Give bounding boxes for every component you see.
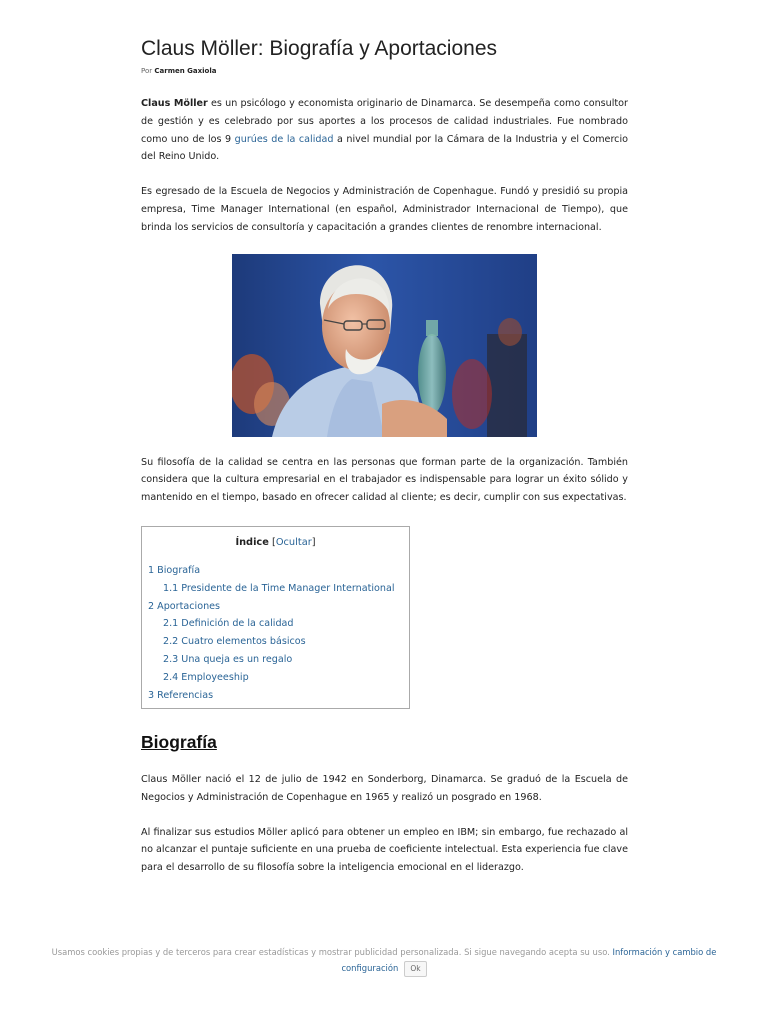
intro-paragraph-2: Es egresado de la Escuela de Negocios y Administración de Copenhague. Fundó y presidió su propia empresa, Time Manager International (en español, Administrador Internacional de Tiempo), que brinda los servicios de consultoría y capacitación a grandes clientes de renombre internacional.	[141, 186, 628, 233]
intro-paragraph-3: Su filosofía de la calidad se centra en las personas que forman parte de la organización. También considera que la cultura empresarial en el trabajador es indispensable para lograr un éxito sólido y mantenido en el tiempo, basado en ofrecer calidad al cliente; es decir, cumplir con sus expectativas.	[141, 456, 628, 504]
cookie-line-2	[0, 960, 768, 977]
table-of-contents	[141, 526, 410, 709]
author-link[interactable]: Carmen Gaxiola	[154, 67, 217, 75]
page-title: Claus Möller: Biografía y Aportaciones	[141, 37, 498, 60]
cookie-line-1	[0, 944, 768, 960]
biography-paragraph-1: Claus Möller nació el 12 de julio de 1942 en Sonderborg, Dinamarca. Se graduó de la Escuela de Negocios y Administración de Copenhague en 1965 y realizó un posgrado en 1968.	[141, 773, 628, 803]
toc-item-cuatro-elementos[interactable]: 2.2 Cuatro elementos básicos	[163, 636, 306, 648]
subject-name: Claus Möller	[141, 98, 208, 109]
toc-item-definicion[interactable]: 2.1 Definición de la calidad	[163, 618, 294, 630]
gurus-calidad-link[interactable]: gurúes de la calidad	[234, 133, 334, 145]
toc-item-referencias[interactable]: 3 Referencias	[148, 689, 214, 701]
cookie-config-link[interactable]: configuración	[341, 963, 399, 973]
article	[141, 34, 628, 877]
toc-item-queja[interactable]: 2.3 Una queja es un regalo	[163, 653, 293, 665]
toc-bracket-close: ]	[311, 536, 316, 548]
toc-toggle-link[interactable]: Ocultar	[275, 536, 312, 548]
toc-list	[142, 562, 409, 704]
intro-p1-text-b: a nivel mundial por la Cámara de la Industria y el Comercio del Reino Unido.	[141, 133, 628, 163]
intro-p1-text-a: es un psicólogo y economista originario de Dinamarca. Se desempeña como consultor de gestión y es celebrado por sus aportes a los procesos de calidad industriales. Fue nombrado como uno de los 9	[141, 98, 628, 145]
intro-paragraph-1	[141, 95, 628, 166]
toc-item-biografia[interactable]: 1 Biografía	[148, 564, 201, 576]
section-heading-biografia: Biografía	[141, 731, 217, 752]
cookie-text: Usamos cookies propias y de terceros para crear estadísticas y mostrar publicidad personalizada. Si sigue navegando acepta su uso.	[51, 947, 613, 957]
biography-paragraph-2: Al finalizar sus estudios Möller aplicó para obtener un empleo en IBM; sin embargo, fue rechazado al no alcanzar el puntaje suficiente en una prueba de coeficiente intelectual. Esta experiencia fue clave para el desarrollo de su filosofía sobre la inteligencia emocional en el liderazgo.	[141, 826, 628, 874]
cookie-ok-button[interactable]: Ok	[404, 961, 426, 977]
toc-item-presidente[interactable]: 1.1 Presidente de la Time Manager International	[163, 582, 395, 594]
toc-title: Índice	[235, 536, 269, 548]
toc-bracket-open: [	[268, 536, 276, 548]
byline	[141, 66, 628, 76]
portrait-photo	[232, 254, 537, 437]
cookie-notice	[0, 944, 768, 986]
toc-item-aportaciones[interactable]: 2 Aportaciones	[148, 600, 221, 612]
cookie-info-link[interactable]: Información y cambio de	[612, 947, 717, 957]
byline-prefix: Por	[141, 67, 153, 75]
toc-header	[142, 536, 409, 550]
toc-item-employeeship[interactable]: 2.4 Employeeship	[163, 671, 249, 683]
